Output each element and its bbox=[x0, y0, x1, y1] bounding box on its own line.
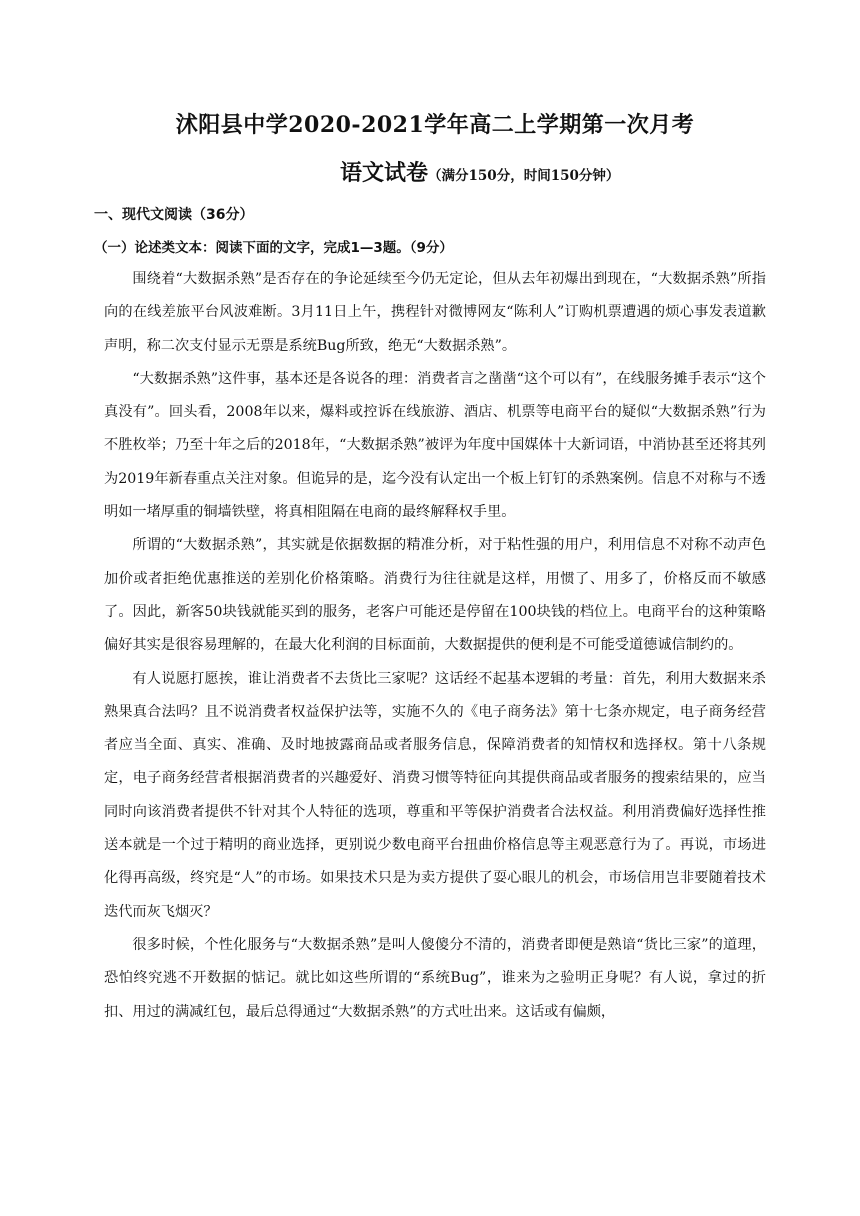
paragraph: “大数据杀熟”这件事，基本还是各说各的理：消费者言之凿凿“这个可以有”，在线服务摊手表示“这个真没有”。回头看，2008年以来，爆料或控诉在线旅游、酒店、机票等电商平台的疑似“大数据杀熟”行为不胜枚举；乃至十年之后的2018年，“大数据杀熟”被评为年度中国媒体十大新词语，中消协甚至还将其列为2019年新春重点关注对象。但诡异的是，迄今没有认定出一个板上钉钉的杀熟案例。信息不对称与不透明如一堵厚重的铜墙铁壁，将真相阻隔在电商的最终解释权手里。 bbox=[104, 370, 766, 521]
section-heading: 一、现代文阅读（36分） bbox=[94, 207, 254, 223]
paragraph: 围绕着“大数据杀熟”是否存在的争论延续至今仍无定论，但从去年初爆出到现在，“大数据杀熟”所指向的在线差旅平台风波难断。3月11日上午，携程针对微博网友“陈利人”订购机票遭遇的烦心事发表道歉声明，称二次支付显示无票是系统Bug所致，绝无“大数据杀熟”。 bbox=[104, 271, 766, 354]
exam-title: 沭阳县中学2020-2021学年高二上学期第一次月考 bbox=[175, 112, 695, 138]
paragraph: 有人说愿打愿挨，谁让消费者不去货比三家呢？这话经不起基本逻辑的考量：首先，利用大数据来杀熟果真合法吗？且不说消费者权益保护法等，实施不久的《电子商务法》第十七条亦规定，电子商务经营者应当全面、真实、准确、及时地披露商品或者服务信息，保障消费者的知情权和选择权。第十八条规定，电子商务经营者根据消费者的兴趣爱好、消费习惯等特征向其提供商品或者服务的搜索结果的，应当同时向该消费者提供不针对其个人特征的选项，尊重和平等保护消费者合法权益。利用消费偏好选择性推送本就是一个过于精明的商业选择，更别说少数电商平台扭曲价格信息等主观恶意行为了。再说，市场进化得再高级，终究是“人”的市场。如果技术只是为卖方提供了耍心眼儿的机会，市场信用岂非要随着技术迭代而灰飞烟灭？ bbox=[104, 670, 766, 920]
exam-subtitle bbox=[104, 156, 766, 193]
score-time-note: （满分150分，时间150分钟） bbox=[428, 168, 620, 184]
subject-name: 语文试卷 bbox=[340, 160, 429, 186]
paragraph: 所谓的“大数据杀熟”，其实就是依据数据的精准分析，对于粘性强的用户，利用信息不对称不动声色加价或者拒绝优惠推送的差别化价格策略。消费行为往往就是这样，用惯了、用多了，价格反而不敏感了。因此，新客50块钱就能买到的服务，老客户可能还是停留在100块钱的档位上。电商平台的这种策略偏好其实是很容易理解的，在最大化利润的目标面前，大数据提供的便利是不可能受道德诚信制约的。 bbox=[104, 537, 766, 654]
subsection-heading: （一）论述类文本：阅读下面的文字，完成1—3题。（9分） bbox=[94, 240, 453, 256]
paragraph: 很多时候，个性化服务与“大数据杀熟”是叫人傻傻分不清的，消费者即便是熟谙“货比三家”的道理，恐怕终究逃不开数据的惦记。就比如这些所谓的“系统Bug”，谁来为之验明正身呢？有人说，拿过的折扣、用过的满减红包，最后总得通过“大数据杀熟”的方式吐出来。这话或有偏颇， bbox=[104, 936, 766, 1020]
